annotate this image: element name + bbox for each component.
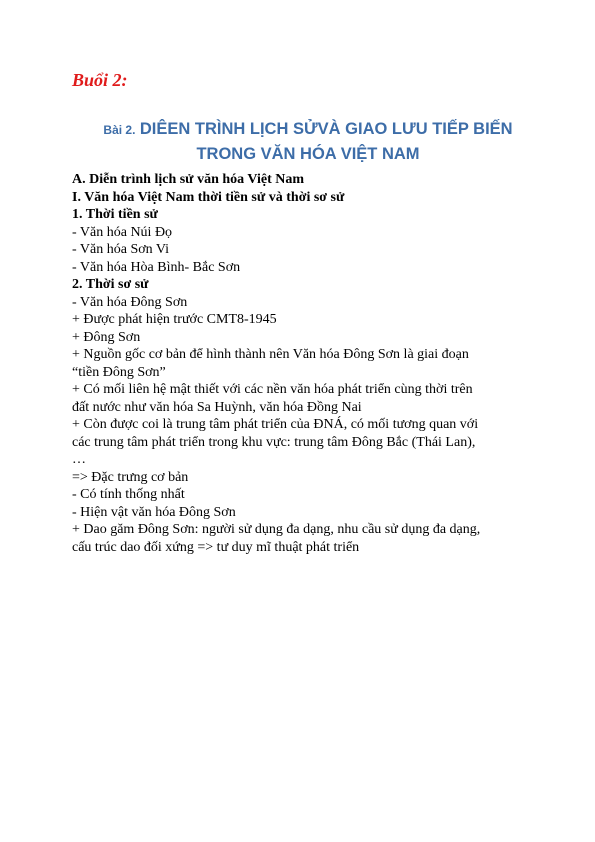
lesson-title-line-1	[58, 117, 558, 142]
list-item: + Được phát hiện trước CMT8-1945	[72, 312, 277, 327]
list-item: + Nguồn gốc cơ bản để hình thành nên Văn hóa Đông Sơn là giai đoạn	[72, 347, 469, 362]
list-item: + Đông Sơn	[72, 329, 141, 345]
lesson-number: Bài 2.	[103, 123, 136, 137]
list-item-continuation: “tiền Đông Sơn”	[72, 364, 166, 380]
list-item: - Văn hóa Đông Sơn	[72, 294, 188, 310]
lesson-title	[58, 117, 558, 167]
lesson-title-text-1: DIÊEN TRÌNH LỊCH SỬVÀ GIAO LƯU TIẾP BIẾN	[139, 120, 513, 138]
subsection-heading-1: 1. Thời tiền sử	[72, 207, 158, 222]
list-item: + Có mối liên hệ mật thiết với các nền văn hóa phát triển cùng thời trên	[72, 382, 473, 397]
session-label: Buổi 2:	[72, 70, 128, 90]
subsection-heading-2: 2. Thời sơ sử	[72, 277, 149, 292]
list-item: - Văn hóa Núi Đọ	[72, 224, 173, 240]
list-item-continuation: đất nước như văn hóa Sa Huỳnh, văn hóa Đồng Nai	[72, 399, 362, 415]
list-item-continuation: cấu trúc dao đối xứng => tư duy mĩ thuật phát triển	[72, 539, 360, 555]
document-body	[72, 171, 552, 556]
section-heading-i: I. Văn hóa Việt Nam thời tiền sử và thời sơ sử	[72, 189, 345, 205]
list-item: + Còn được coi là trung tâm phát triển của ĐNÁ, có mối tương quan với	[72, 417, 479, 432]
list-item: - Hiện vật văn hóa Đông Sơn	[72, 504, 236, 520]
list-item: + Dao găm Đông Sơn: người sử dụng đa dạng, nhu cầu sử dụng đa dạng,	[72, 522, 481, 537]
list-item: - Văn hóa Hòa Bình- Bắc Sơn	[72, 259, 241, 275]
list-item: - Văn hóa Sơn Vi	[72, 242, 170, 257]
list-item: => Đặc trưng cơ bản	[72, 469, 189, 485]
list-item-continuation: các trung tâm phát triển trong khu vực: trung tâm Đông Bắc (Thái Lan),	[72, 434, 476, 450]
section-heading-a: A. Diễn trình lịch sử văn hóa Việt Nam	[72, 172, 305, 187]
lesson-title-text-2: TRONG VĂN HÓA VIỆT NAM	[196, 145, 420, 163]
list-item-continuation: …	[72, 452, 86, 467]
lesson-title-line-2	[58, 142, 558, 167]
list-item: - Có tính thống nhất	[72, 487, 185, 502]
